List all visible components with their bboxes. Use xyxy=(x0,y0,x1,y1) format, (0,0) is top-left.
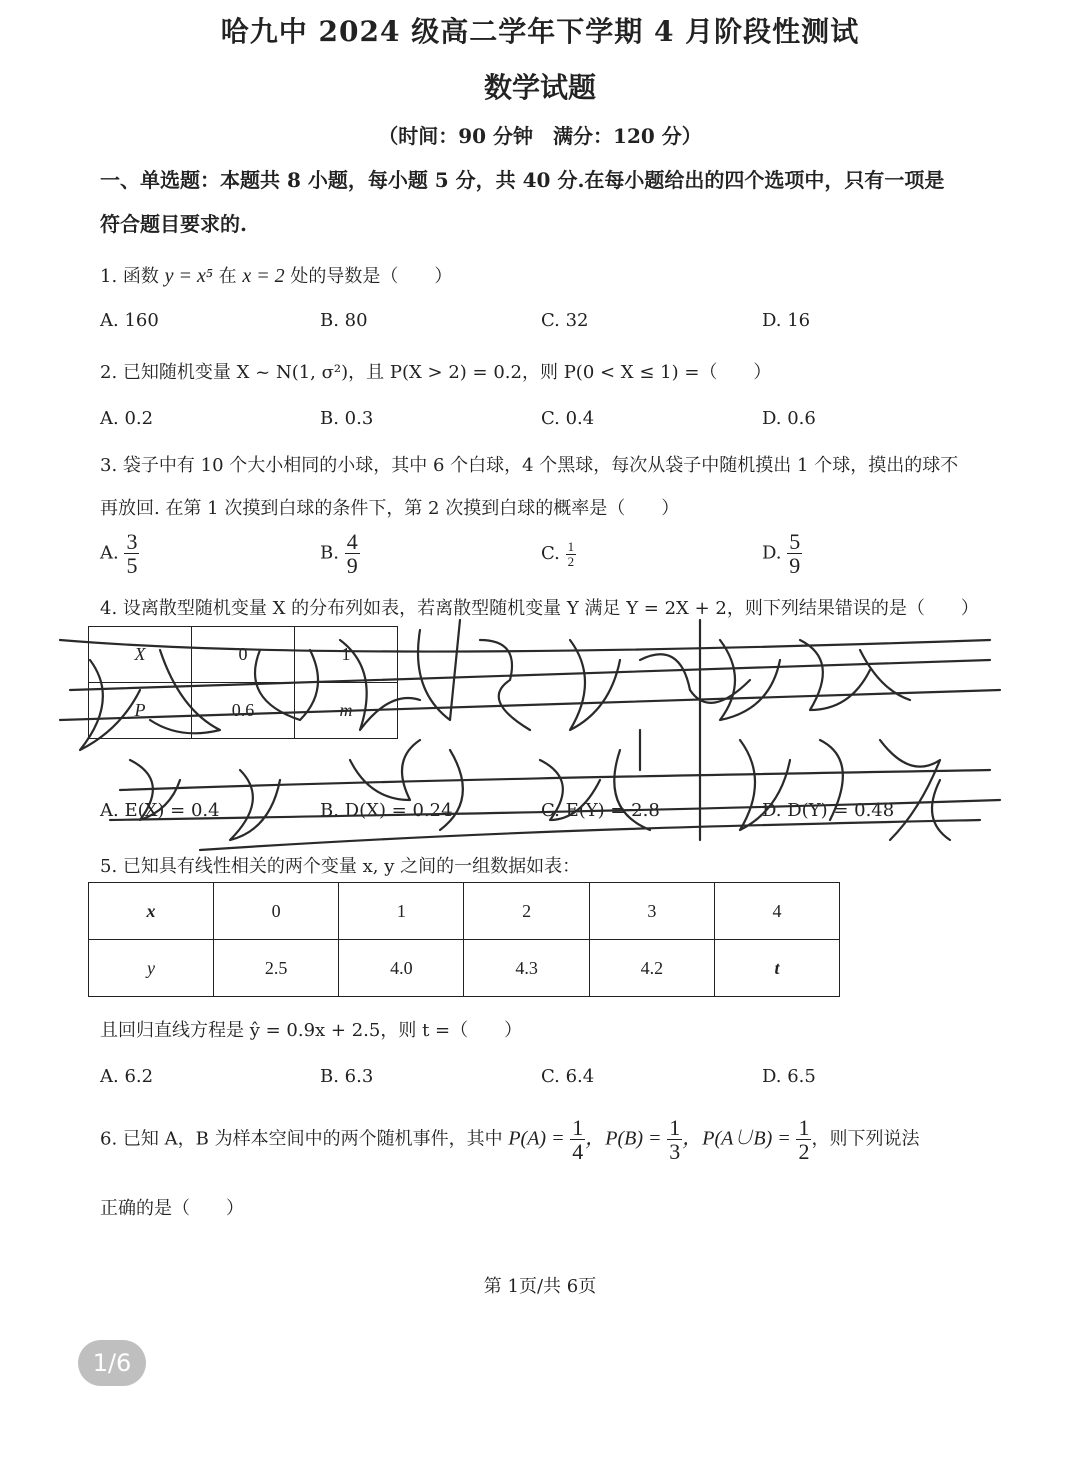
q5-data-table xyxy=(88,882,840,997)
q5-cell-y3: 4.2 xyxy=(589,940,714,997)
q4-cell-p0: 0.6 xyxy=(192,683,295,739)
q2-option-d: D. 0.6 xyxy=(762,408,816,429)
q4-cell-x0: 0 xyxy=(192,627,295,683)
q4-cell-x-label: X xyxy=(89,627,192,683)
question-3-line2: 再放回. 在第 1 次摸到白球的条件下，第 2 次摸到白球的概率是（ ） xyxy=(100,498,680,519)
q4-cell-p1: m xyxy=(295,683,398,739)
question-5: 5. 已知具有线性相关的两个变量 x, y 之间的一组数据如表： xyxy=(100,856,581,877)
q1-point: x = 2 xyxy=(242,265,285,287)
exam-subject: 数学试题 xyxy=(483,71,596,104)
page-footer: 第 1页/共 6页 xyxy=(483,1276,597,1297)
q5-option-d: D. 6.5 xyxy=(762,1066,816,1087)
q5-cell-x0: 0 xyxy=(213,883,338,940)
q5-cell-x3: 3 xyxy=(589,883,714,940)
section-heading-line2: 符合题目要求的. xyxy=(100,212,247,236)
q4-cell-p-label: P xyxy=(89,683,192,739)
q5-cell-x-label: x xyxy=(89,883,214,940)
q5-regression-line: 且回归直线方程是 ŷ = 0.9x + 2.5，则 t =（ ） xyxy=(100,1020,523,1041)
q4-cell-x1: 1 xyxy=(295,627,398,683)
q2-option-c: C. 0.4 xyxy=(541,408,595,429)
q5-option-c: C. 6.4 xyxy=(541,1066,595,1087)
q1-option-b: B. 80 xyxy=(320,310,368,331)
q4-option-c: C. E(Y) = 2.8 xyxy=(541,800,660,821)
section-heading-line1: 一、单选题：本题共 8 小题，每小题 5 分，共 40 分.在每小题给出的四个选项中，只有一项是 xyxy=(100,168,945,192)
q4-option-b: B. D(X) = 0.24 xyxy=(320,800,453,821)
q3-option-d: D. $\frac{5}{9}$ xyxy=(762,529,801,579)
q1-mid: 在 xyxy=(218,266,237,287)
q2-option-b: B. 0.3 xyxy=(320,408,374,429)
question-3-line1: 3. 袋子中有 10 个大小相同的小球，其中 6 个白球，4 个黑球，每次从袋子中随机摸出 1 个球，摸出的球不 xyxy=(100,455,959,476)
q4-option-d: D. D(Y) = 0.48 xyxy=(762,800,895,821)
q5-option-a: A. 6.2 xyxy=(100,1066,154,1087)
q1-option-d: D. 16 xyxy=(762,310,811,331)
q5-cell-x2: 2 xyxy=(464,883,589,940)
q5-cell-y2: 4.3 xyxy=(464,940,589,997)
q4-option-a: A. E(X) = 0.4 xyxy=(100,800,220,821)
q1-option-c: C. 32 xyxy=(541,310,589,331)
q5-cell-x1: 1 xyxy=(339,883,464,940)
page-indicator[interactable]: 1/6 xyxy=(78,1340,146,1386)
q5-option-b: B. 6.3 xyxy=(320,1066,374,1087)
question-6-line2: 正确的是（ ） xyxy=(100,1198,244,1219)
q3-option-c: C. $\frac{1}{2}$ xyxy=(541,539,575,569)
exam-time-score: （时间：90 分钟 满分：120 分） xyxy=(378,124,702,148)
q1-suffix: 处的导数是（ ） xyxy=(290,266,453,287)
q1-function: y = x⁵ xyxy=(164,265,213,287)
question-2: 2. 已知随机变量 X ~ N(1, σ²)，且 P(X > 2) = 0.2，则 P(0 < X ≤ 1) =（ ） xyxy=(100,362,772,383)
q5-cell-x4: 4 xyxy=(715,883,840,940)
question-4: 4. 设离散型随机变量 X 的分布列如表，若离散型随机变量 Y 满足 Y = 2X + 2，则下列结果错误的是（ ） xyxy=(100,598,979,619)
q2-option-a: A. 0.2 xyxy=(100,408,154,429)
q3-option-a: A. $\frac{3}{5}$ xyxy=(100,529,138,579)
exam-title: 哈九中 2024 级高二学年下学期 4 月阶段性测试 xyxy=(220,15,860,48)
q5-cell-y0: 2.5 xyxy=(213,940,338,997)
q5-cell-y-label: y xyxy=(89,940,214,997)
q3-option-b: B. $\frac{4}{9}$ xyxy=(320,529,358,579)
question-6-line1: 6. 已知 A，B 为样本空间中的两个随机事件，其中 P(A) = $\frac{1}{4}$ ，P(B) = $\frac{1}{3}$ ，P(A∪B) = $\frac{1}{2}$ ，则下列说法 xyxy=(100,1115,920,1165)
q1-option-a: A. 160 xyxy=(100,310,159,331)
q1-prefix: 1. 函数 xyxy=(100,266,159,287)
q5-cell-y4: t xyxy=(715,940,840,997)
q5-cell-y1: 4.0 xyxy=(339,940,464,997)
